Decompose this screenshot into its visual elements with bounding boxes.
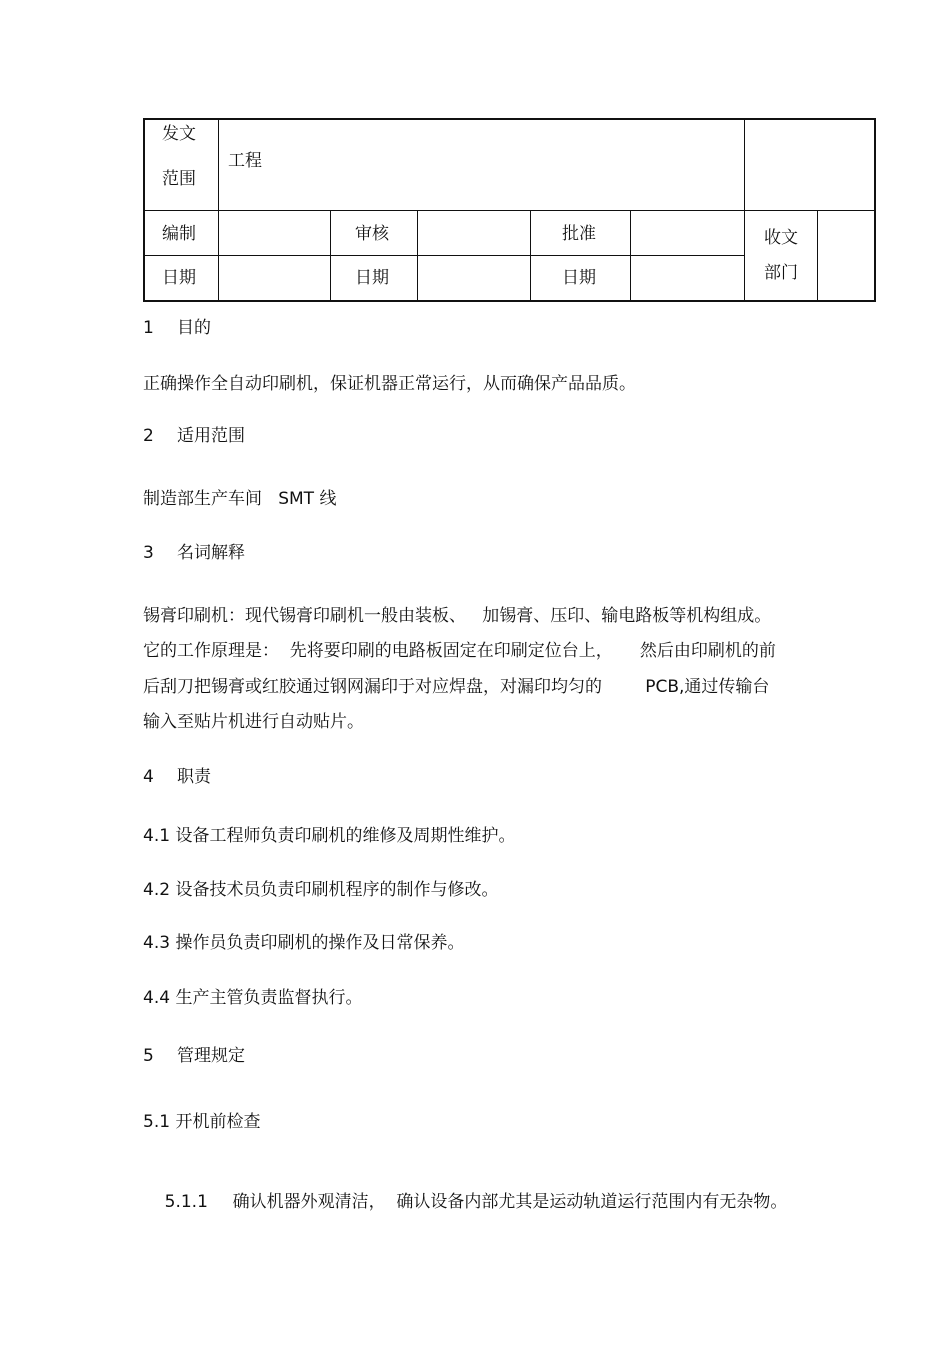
scope-value: 工程 xyxy=(228,151,262,171)
list-item xyxy=(143,987,362,1009)
item-text: 生产主管负责监督执行。 xyxy=(175,988,363,1008)
section-title: 管理规定 xyxy=(177,1046,245,1066)
subsection-text: 确认机器外观清洁， 确认设备内部尤其是运动轨道运行范围内有无杂物。 xyxy=(232,1192,788,1212)
section-2-body: 制造部生产车间 SMT 线 xyxy=(143,489,337,509)
section-number: 1 xyxy=(143,318,154,338)
subsection-number: 5.1.1 xyxy=(164,1192,208,1212)
section-number: 5 xyxy=(143,1046,154,1066)
section-4-heading xyxy=(143,766,211,788)
section-3-line-2: 它的工作原理是： 先将要印刷的电路板固定在印刷定位台上， 然后由印刷机的前 xyxy=(143,641,776,661)
subsection-number: 5.1 xyxy=(143,1112,171,1132)
pizhun-label: 批准 xyxy=(562,224,596,244)
section-5-1-1 xyxy=(143,1169,787,1235)
item-text: 操作员负责印刷机的操作及日常保养。 xyxy=(175,933,465,953)
section-3-line-4: 输入至贴片机进行自动贴片。 xyxy=(143,712,364,732)
section-3-line-1: 锡膏印刷机：现代锡膏印刷机一般由装板、 加锡膏、压印、输电路板等机构组成。 xyxy=(143,606,772,626)
section-title: 名词解释 xyxy=(177,543,245,563)
section-5-heading xyxy=(143,1045,245,1067)
section-title: 职责 xyxy=(177,767,211,787)
riqi-label-2: 日期 xyxy=(355,268,389,288)
section-1-body: 正确操作全自动印刷机，保证机器正常运行，从而确保产品品质。 xyxy=(143,374,636,394)
item-text: 设备技术员负责印刷机程序的制作与修改。 xyxy=(175,880,499,900)
subsection-title: 开机前检查 xyxy=(175,1112,261,1132)
item-number: 4.3 xyxy=(143,933,171,953)
shenhe-label: 审核 xyxy=(355,224,389,244)
section-number: 3 xyxy=(143,543,154,563)
item-number: 4.1 xyxy=(143,826,171,846)
riqi-label-1: 日期 xyxy=(162,268,196,288)
section-number: 4 xyxy=(143,767,154,787)
list-item xyxy=(143,825,515,847)
header-table xyxy=(143,118,876,302)
item-number: 4.2 xyxy=(143,880,171,900)
section-3-heading xyxy=(143,542,245,564)
section-5-1-heading xyxy=(143,1111,260,1133)
section-1-heading xyxy=(143,317,211,339)
fawen-label-line1: 发文 xyxy=(162,124,196,144)
section-title: 目的 xyxy=(177,318,211,338)
item-number: 4.4 xyxy=(143,988,171,1008)
riqi-label-3: 日期 xyxy=(562,268,596,288)
section-2-heading xyxy=(143,425,245,447)
section-title: 适用范围 xyxy=(177,426,245,446)
shouwen-label-line2: 部门 xyxy=(764,263,798,283)
shouwen-label-line1: 收文 xyxy=(764,228,798,248)
list-item xyxy=(143,879,498,901)
list-item xyxy=(143,932,464,954)
bianzhi-label: 编制 xyxy=(162,224,196,244)
section-number: 2 xyxy=(143,426,154,446)
fawen-label-line2: 范围 xyxy=(162,169,196,189)
section-3-line-3: 后刮刀把锡膏或红胶通过钢网漏印于对应焊盘，对漏印均匀的 PCB,通过传输台 xyxy=(143,677,770,697)
item-text: 设备工程师负责印刷机的维修及周期性维护。 xyxy=(175,826,516,846)
